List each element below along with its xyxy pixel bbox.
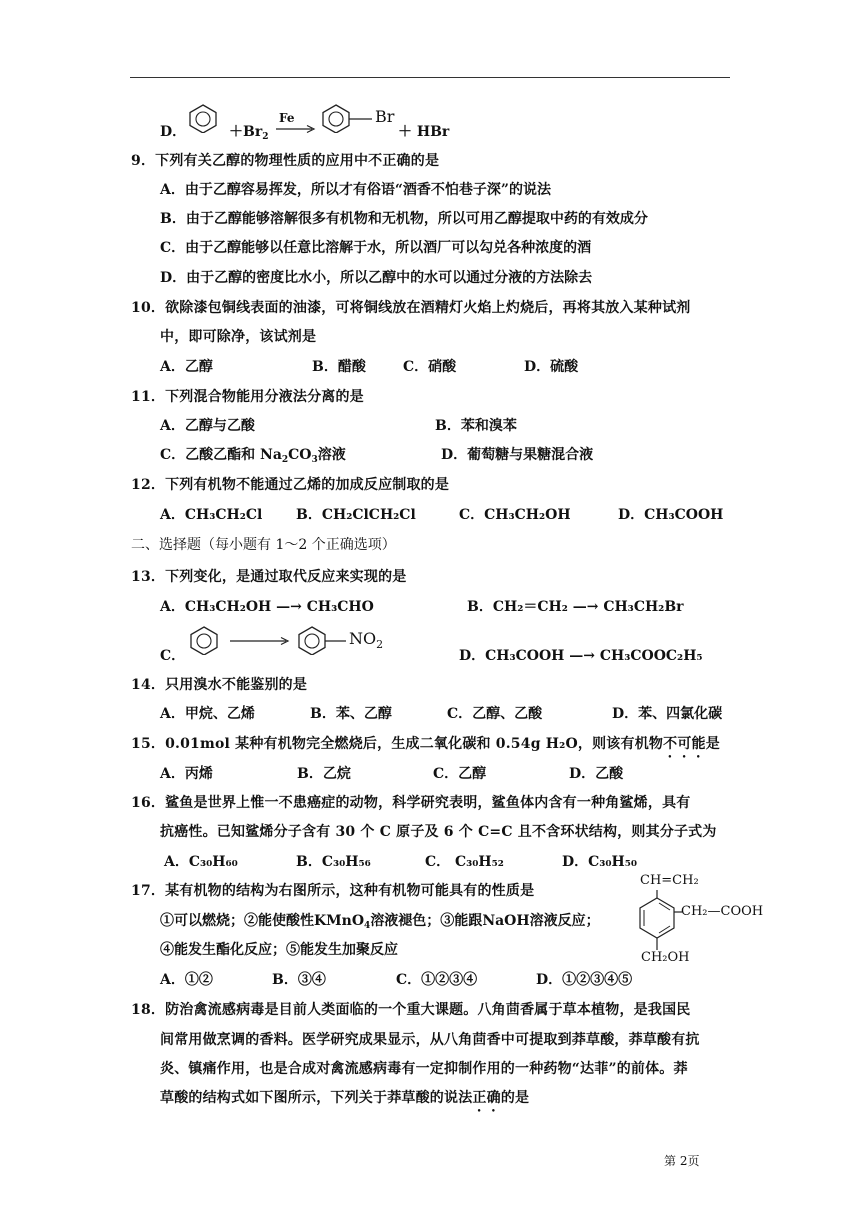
q9-option-b: B．由于乙醇能够溶解很多有机物和无机物，所以可用乙醇提取中药的有效成分 [160, 211, 648, 227]
nitrobenzene-structure-icon [296, 625, 348, 655]
q8-plus-hbr: ＋ HBr [398, 124, 450, 140]
q11-option-c: C．乙酸乙酯和 $Na_2CO_3$溶液 [160, 447, 346, 465]
q12-option-a: A．CH₃CH₂Cl [160, 507, 263, 523]
q18-stem-line4: 草酸的结构式如下图所示，下列关于莽草酸的说法正确的是 [160, 1090, 530, 1106]
q12-option-d: D．CH₃COOH [618, 507, 724, 523]
q17-properties-line2: ④能发生酯化反应；⑤能发生加聚反应 [160, 942, 398, 958]
structure-acetic-group: CH₂—COOH [681, 904, 764, 919]
q15-stem: 15．0.01mol 某种有机物完全燃烧后，生成二氧化碳和 0.54g H₂O，则该有机物不可能是 [131, 736, 720, 752]
q14-option-a: A．甲烷、乙烯 [160, 706, 255, 722]
q8-plus-br2: $+Br_2$ [229, 124, 269, 142]
q12-option-b: B．CH₂ClCH₂Cl [296, 507, 416, 523]
q18-stem-line2: 间常用做烹调的香料。医学研究成果显示，从八角茴香中可提取到莽草酸，莽草酸有抗 [160, 1032, 700, 1048]
q15-option-c: C．乙醇 [433, 766, 487, 782]
q16-stem-line2: 抗癌性。已知鲨烯分子含有 30 个 C 原子及 6 个 C=C 且不含环状结构，则其分子式为 [160, 824, 717, 840]
q13-nitro-group: $NO_2$ [349, 629, 384, 651]
q9-option-c: C．由于乙醇能够以任意比溶解于水，所以酒厂可以勾兑各种浓度的酒 [160, 240, 592, 256]
q9-option-a: A．由于乙醇容易挥发，所以才有俗语“酒香不怕巷子深”的说法 [160, 182, 551, 198]
q14-option-b: B．苯、乙醇 [310, 706, 392, 722]
q11-option-d: D．葡萄糖与果糖混合液 [441, 447, 594, 463]
q14-option-c: C．乙醇、乙酸 [447, 706, 543, 722]
q17-option-d: D．①②③④⑤ [536, 972, 633, 988]
q14-option-d: D．苯、四氯化碳 [612, 706, 723, 722]
q17-properties-line1: ①可以燃烧；②能使酸性KMnO$_4$溶液褪色；③能跟NaOH溶液反应； [160, 913, 600, 931]
q12-stem: 12．下列有机物不能通过乙烯的加成反应制取的是 [131, 477, 450, 493]
page-number: 第 2页 [664, 1154, 700, 1168]
reaction-arrow-icon [228, 635, 292, 647]
q9-option-d: D．由于乙醇的密度比水小，所以乙醇中的水可以通过分液的方法除去 [160, 270, 593, 286]
q13-option-c-label: C． [160, 648, 186, 664]
structure-hydroxymethyl-group: CH₂OH [641, 950, 690, 965]
q10-stem-line1: 10．欲除漆包铜线表面的油漆，可将铜线放在酒精灯火焰上灼烧后，再将其放入某种试剂 [131, 300, 691, 316]
q10-stem-line2: 中，即可除净，该试剂是 [160, 329, 317, 345]
q11-option-b: B．苯和溴苯 [435, 418, 517, 434]
header-rule [130, 77, 730, 78]
q10-option-d: D．硫酸 [524, 359, 579, 375]
q13-option-b: B．CH₂＝CH₂ —→ CH₃CH₂Br [467, 599, 684, 615]
q15-option-d: D．乙酸 [569, 766, 624, 782]
q15-option-b: B．乙烷 [297, 766, 351, 782]
benzene-ring-icon [185, 103, 221, 133]
q8-catalyst: Fe [279, 111, 295, 125]
q13-option-a: A．CH₃CH₂OH —→ CH₃CHO [160, 599, 374, 615]
q18-stem-line3: 炎、镇痛作用，也是合成对禽流感病毒有一定抑制作用的一种药物“达菲”的前体。莽 [160, 1061, 688, 1077]
q10-option-b: B．醋酸 [312, 359, 366, 375]
q8-br-substituent: Br [375, 107, 395, 126]
q17-option-b: B．③④ [272, 972, 326, 988]
q13-stem: 13．下列变化，是通过取代反应来实现的是 [131, 569, 407, 585]
q17-option-c: C．①②③④ [396, 972, 478, 988]
q17-benzene-structure-icon [622, 888, 682, 952]
q16-stem-line1: 16．鲨鱼是世界上惟一不患癌症的动物，科学研究表明，鲨鱼体内含有一种角鲨烯，具有 [131, 795, 691, 811]
section-2-heading: 二、选择题（每小题有 1～2 个正确选项） [131, 537, 396, 553]
q16-option-b: B．C₃₀H₅₆ [296, 854, 371, 870]
q9-stem: 9．下列有关乙醇的物理性质的应用中不正确的是 [131, 153, 440, 169]
reaction-arrow-icon [274, 124, 318, 134]
benzene-ring-icon [186, 625, 222, 655]
q16-option-a: A．C₃₀H₆₀ [164, 854, 238, 870]
q11-option-a: A．乙醇与乙酸 [160, 418, 255, 434]
q17-stem: 17．某有机物的结构为右图所示，这种有机物可能具有的性质是 [131, 883, 535, 899]
q10-option-c: C．硝酸 [403, 359, 457, 375]
q16-option-c: C． C₃₀H₅₂ [425, 854, 504, 870]
bromobenzene-structure-icon [320, 103, 374, 133]
q14-stem: 14．只用溴水不能鉴别的是 [131, 677, 308, 693]
q18-stem-line1: 18．防治禽流感病毒是目前人类面临的一个重大课题。八角茴香属于草本植物，是我国民 [131, 1002, 691, 1018]
structure-vinyl-group: CH=CH₂ [640, 873, 699, 888]
q16-option-d: D．C₃₀H₅₀ [562, 854, 638, 870]
q8-option-d-label: D． [160, 124, 187, 140]
q12-option-c: C．CH₃CH₂OH [459, 507, 571, 523]
q15-option-a: A．丙烯 [160, 766, 213, 782]
q10-option-a: A．乙醇 [160, 359, 213, 375]
q11-stem: 11．下列混合物能用分液法分离的是 [131, 389, 364, 405]
q17-option-a: A．①② [160, 972, 213, 988]
q13-option-d: D．CH₃COOH —→ CH₃COOC₂H₅ [459, 648, 703, 664]
